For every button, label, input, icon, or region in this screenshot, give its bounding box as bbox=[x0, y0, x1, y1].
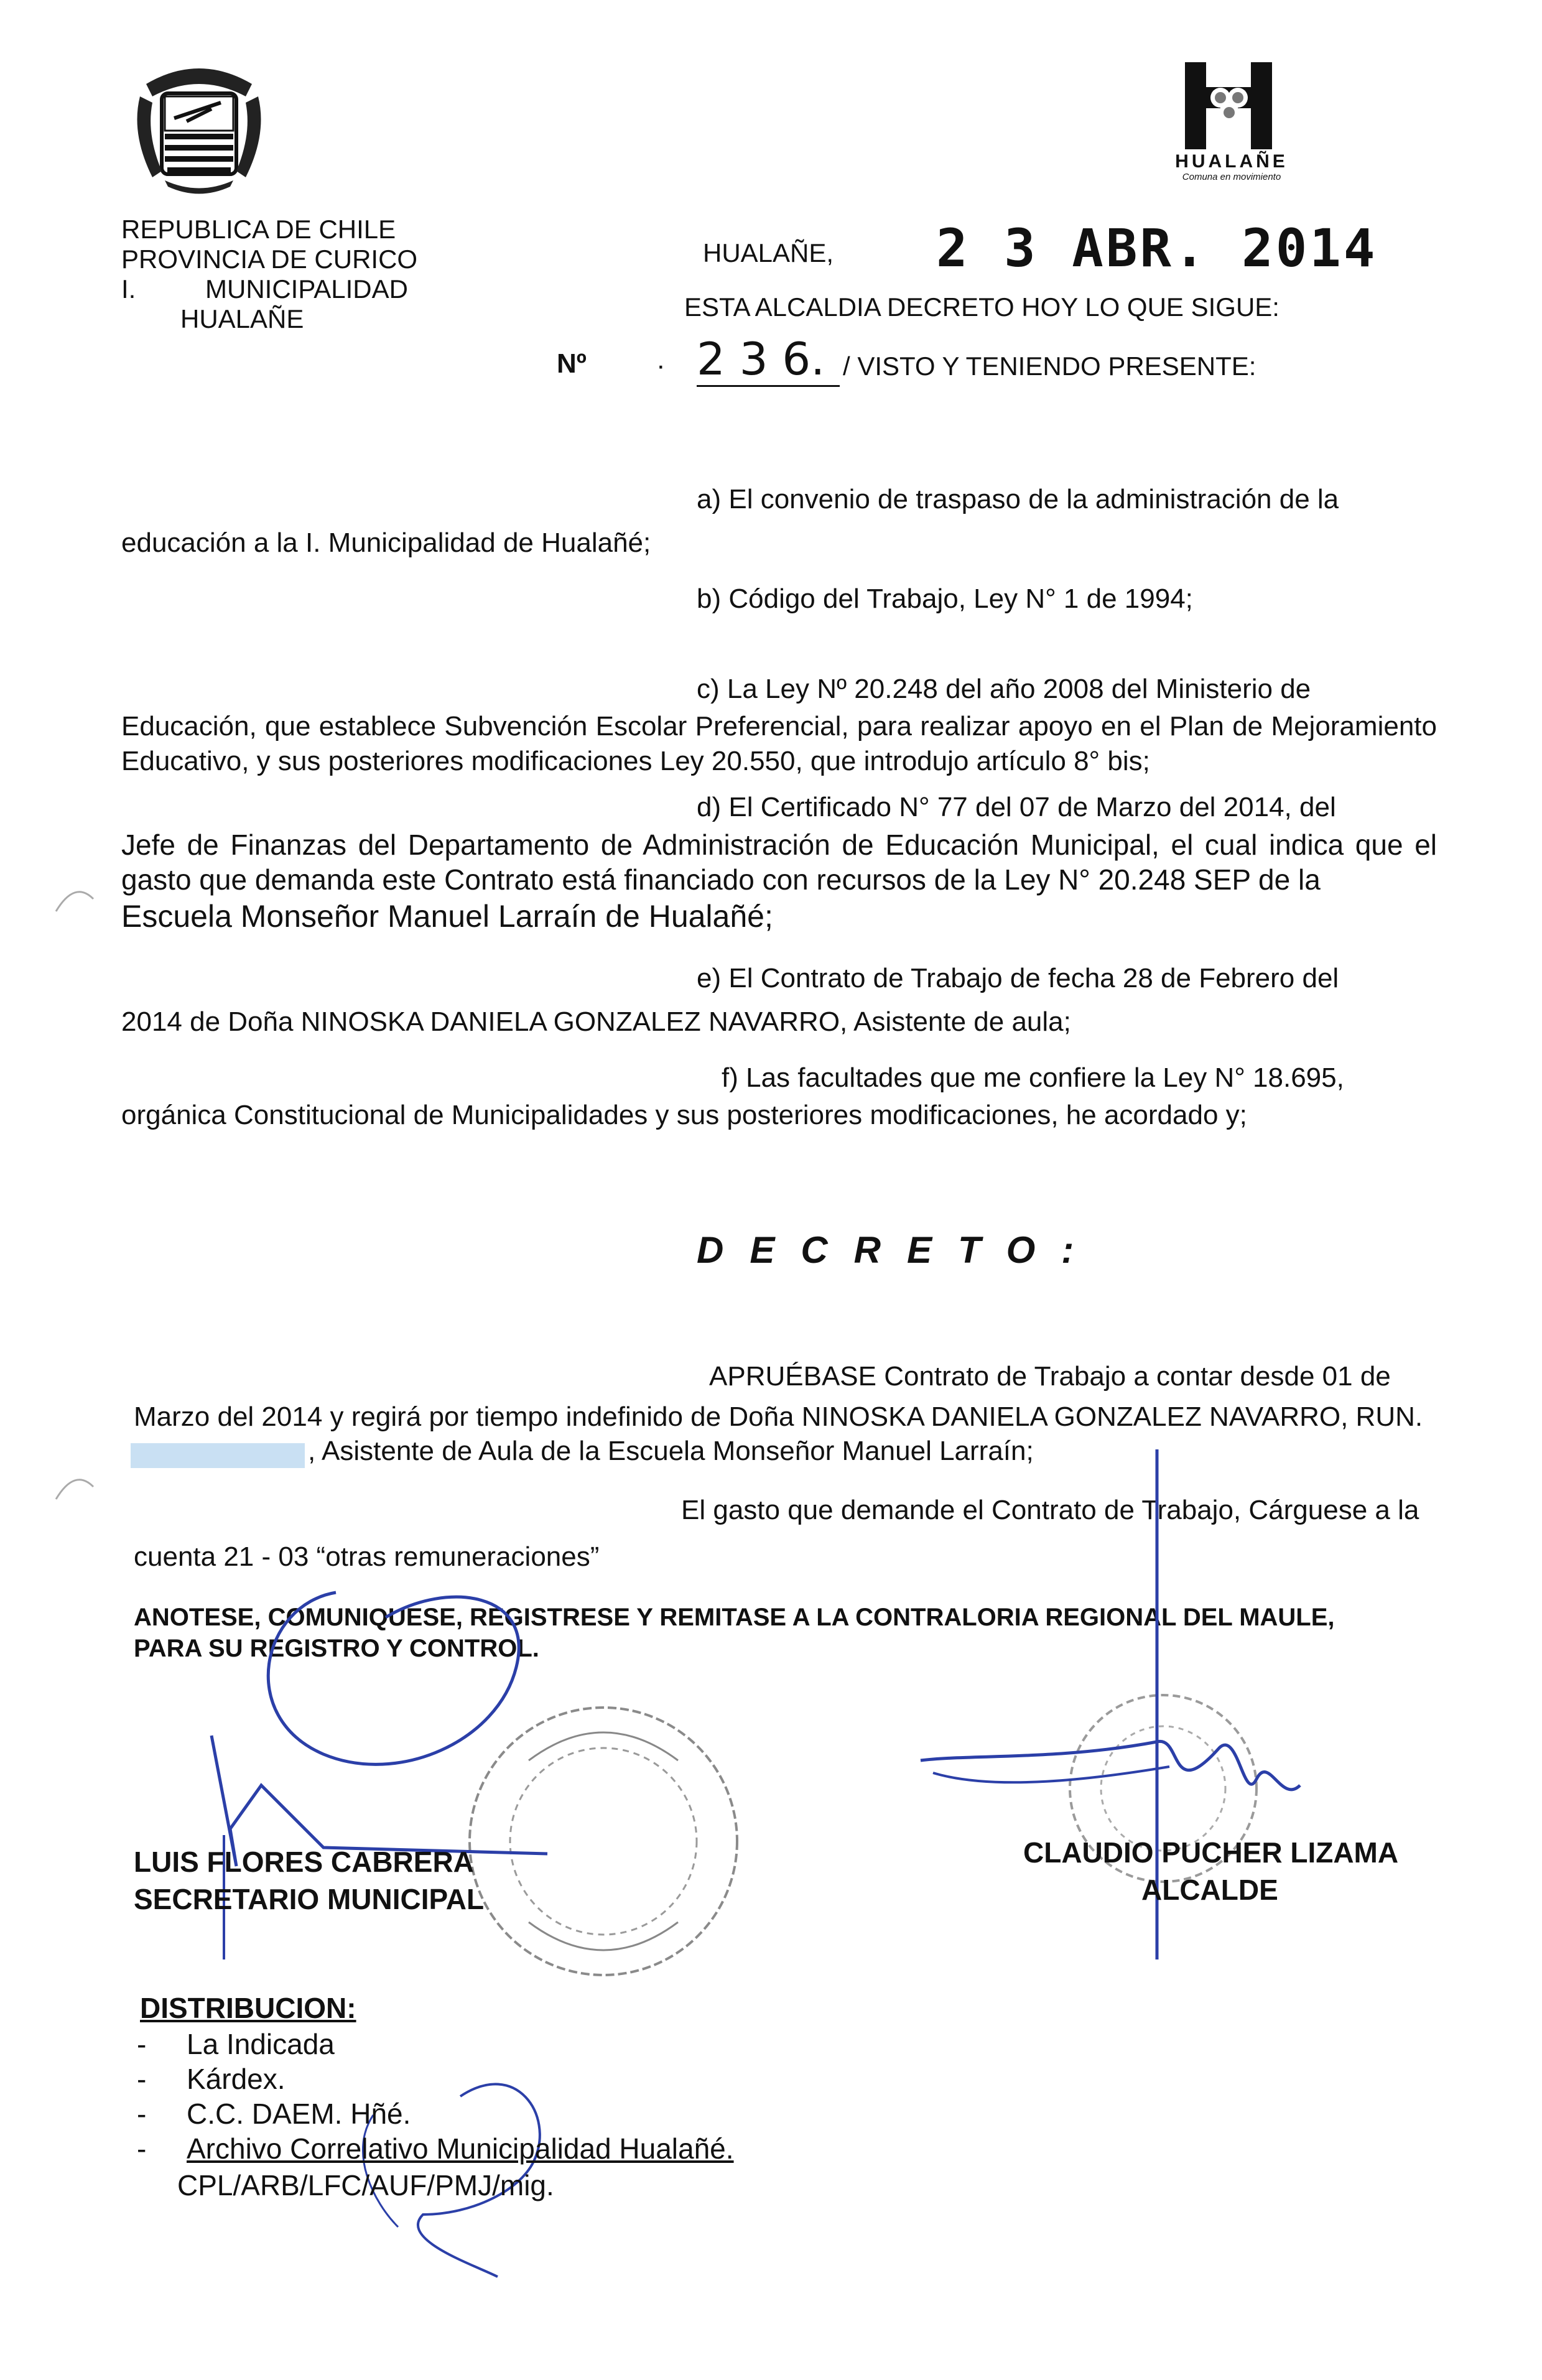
decree-number: 2 3 6. bbox=[697, 333, 840, 387]
place-label: HUALAÑE, bbox=[703, 238, 834, 267]
logo-text: HUALAÑE bbox=[1175, 151, 1288, 172]
left-signer-name: LUIS FLORES CABRERA bbox=[134, 1846, 474, 1878]
distribution-title: DISTRIBUCION: bbox=[140, 1992, 356, 2024]
alcaldia-line: ESTA ALCALDIA DECRETO HOY LO QUE SIGUE: bbox=[684, 292, 1280, 322]
considerando-b: b) Código del Trabajo, Ley N° 1 de 1994; bbox=[697, 583, 1193, 614]
considerando-c-first: c) La Ley Nº 20.248 del año 2008 del Ministerio de bbox=[697, 674, 1311, 704]
visto-line: / VISTO Y TENIENDO PRESENTE: bbox=[843, 351, 1256, 381]
closing-line-1: ANOTESE, COMUNIQUESE, REGISTRESE Y REMITASE A LA CONTRALORIA REGIONAL DEL MAULE, bbox=[134, 1604, 1335, 1631]
considerando-f-first: f) Las facultades que me confiere la Ley N° 18.695, bbox=[722, 1062, 1344, 1093]
considerando-a-first: a) El convenio de traspaso de la administración de la bbox=[697, 484, 1339, 514]
logo-slogan: Comuna en movimiento bbox=[1182, 172, 1281, 182]
distribution-item: - Kárdex. bbox=[137, 2063, 286, 2095]
header-country: REPUBLICA DE CHILE bbox=[121, 215, 396, 244]
considerando-f-rest: orgánica Constitucional de Municipalidades y sus posteriores modificaciones, he acordado y; bbox=[121, 1100, 1247, 1130]
considerando-d-rest-1: Jefe de Finanzas del Departamento de Administración de Educación Municipal, el cual indica que el gasto que demanda este Contrato está financiado con recursos de la Ley N° 20.248 SEP de la bbox=[121, 829, 1437, 896]
decreto-title: DECRETO: bbox=[697, 1229, 1100, 1271]
header-province: PROVINCIA DE CURICO bbox=[121, 244, 418, 274]
right-signer-title: ALCALDE bbox=[1141, 1874, 1278, 1906]
header-city: HUALAÑE bbox=[180, 304, 304, 333]
resolutivo-p1-rest: Marzo del 2014 y regirá por tiempo indefinido de Doña NINOSKA DANIELA GONZALEZ NAVARRO, RUN. bbox=[134, 1402, 1423, 1432]
considerando-d-first: d) El Certificado N° 77 del 07 de Marzo del 2014, del bbox=[697, 792, 1336, 822]
number-label: Nº bbox=[557, 348, 587, 379]
distribution-initials: CPL/ARB/LFC/AUF/PMJ/mig. bbox=[177, 2169, 554, 2201]
right-signer-name: CLAUDIO PUCHER LIZAMA bbox=[1023, 1836, 1399, 1869]
considerando-c-rest: Educación, que establece Subvención Escolar Preferencial, para realizar apoyo en el Plan de Mejoramiento Educativo, y sus posteriores modificaciones Ley 20.550, que introdujo artículo 8° bis; bbox=[121, 711, 1437, 776]
considerando-d-rest-2: Escuela Monseñor Manuel Larraín de Hualañé; bbox=[121, 899, 773, 934]
header-municipality-prefix: I. bbox=[121, 274, 136, 304]
date-stamp: 2 3 ABR. 2014 bbox=[936, 218, 1378, 279]
distribution-item: - La Indicada bbox=[137, 2028, 335, 2060]
distribution-item: - C.C. DAEM. Hñé. bbox=[137, 2098, 411, 2130]
resolutivo-p1-first: APRUÉBASE Contrato de Trabajo a contar desde 01 de bbox=[709, 1361, 1391, 1392]
secretario-seal-stamp bbox=[454, 1692, 753, 1991]
header-municipality: MUNICIPALIDAD bbox=[205, 274, 408, 304]
resolutivo-p2-rest: cuenta 21 - 03 “otras remuneraciones” bbox=[134, 1541, 600, 1572]
resolutivo-p2-first: El gasto que demande el Contrato de Trabajo, Cárguese a la bbox=[681, 1495, 1419, 1525]
considerando-e-rest: 2014 de Doña NINOSKA DANIELA GONZALEZ NAVARRO, Asistente de aula; bbox=[121, 1006, 1071, 1037]
considerando-a-rest: educación a la I. Municipalidad de Hualañé; bbox=[121, 528, 651, 558]
considerando-e-first: e) El Contrato de Trabajo de fecha 28 de Febrero del bbox=[697, 963, 1339, 993]
distribution-list bbox=[137, 2027, 734, 2166]
resolutivo-p1-last: , Asistente de Aula de la Escuela Monseñor Manuel Larraín; bbox=[308, 1436, 1034, 1466]
closing-line-2: PARA SU REGISTRO Y CONTROL. bbox=[134, 1635, 539, 1662]
distribution-item: - Archivo Correlativo Municipalidad Hualañé. bbox=[137, 2132, 734, 2165]
left-signer-title: SECRETARIO MUNICIPAL bbox=[134, 1883, 485, 1915]
margin-mark bbox=[50, 1468, 100, 1505]
margin-mark bbox=[50, 880, 100, 918]
redacted-run bbox=[131, 1443, 305, 1468]
coat-of-arms-icon bbox=[128, 59, 271, 196]
hualane-logo-icon bbox=[1176, 59, 1281, 152]
